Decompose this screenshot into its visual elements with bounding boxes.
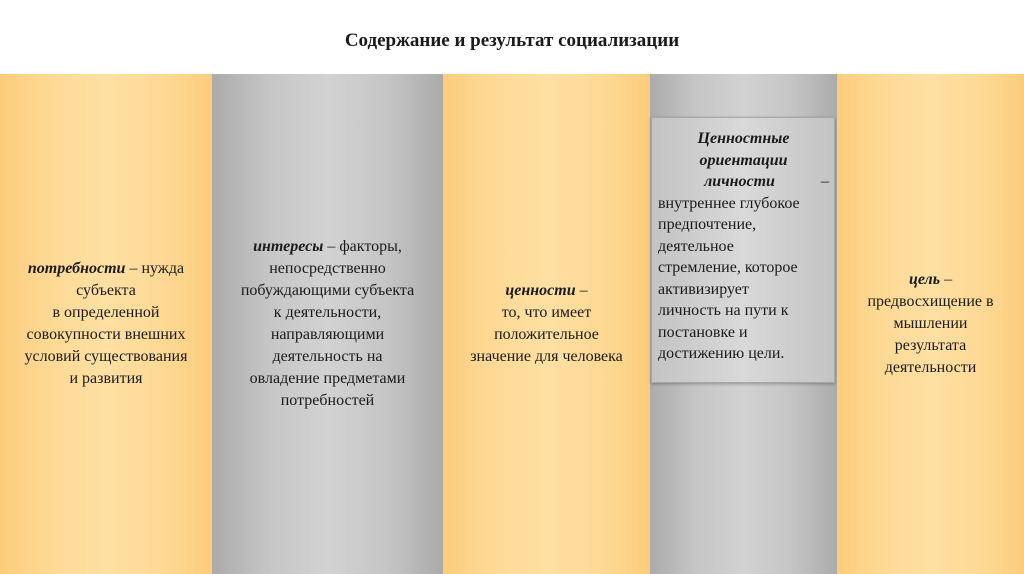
column-values: [443, 74, 650, 574]
needs-term: потребности: [27, 260, 126, 277]
values-text: ценности – то, что имеет положительное значение для человека: [470, 282, 623, 365]
needs-text: потребности – нужда субъекта в определенной совокупности внешних условий существования и развития: [24, 260, 188, 387]
values-term: ценности: [505, 282, 576, 299]
value-orientations-definition: внутреннее глубокое предпочтение, деятельное стремление, которое активизирует личность на пути к постановке и достижению цели.: [658, 194, 800, 362]
slide-title: Содержание и результат социализации: [344, 30, 680, 51]
column-needs: [0, 74, 212, 574]
value-orientations-box: [651, 117, 835, 383]
goal-term: цель: [908, 271, 941, 288]
interests-text: интересы – факторы, непосредственно побуждающими субъекта к деятельности, направляющими деятельность на овладение предметами потребностей: [240, 238, 415, 409]
interests-term: интересы: [253, 238, 324, 255]
column-interests: [212, 74, 443, 574]
goal-text: цель – предвосхищение в мышлении результата деятельности: [867, 271, 994, 376]
value-orientations-term: Ценностные ориентации личности –: [697, 130, 829, 190]
column-goal: [837, 74, 1024, 574]
